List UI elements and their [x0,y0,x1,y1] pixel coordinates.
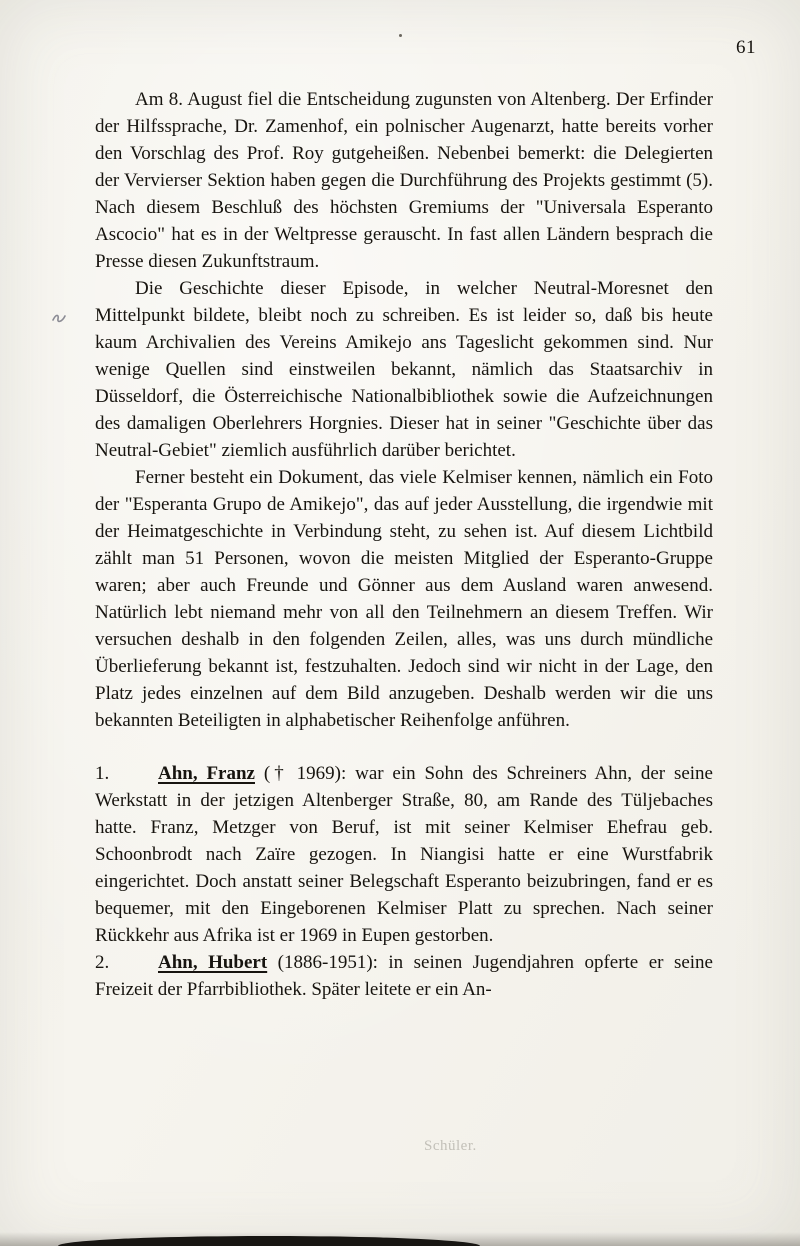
margin-pencil-mark-icon [50,306,68,331]
paragraph-3: Ferner besteht ein Dokument, das viele Kelmiser kennen, nämlich ein Foto der "Esperanta Grupo de Amikejo", das auf jeder Ausstellung, die irgendwie mit der Heimatgeschichte in Verbindung steht, zu sehen ist. Auf diesem Lichtbild zählt man 51 Personen, wovon die meisten Mitglied der Esperanto-Gruppe waren; aber auch Freunde und Gönner aus dem Ausland waren anwesend. Natürlich lebt niemand mehr von all den Teilnehmern an diesem Treffen. Wir versuchen deshalb in den folgenden Zeilen, alles, was uns durch mündliche Überlieferung bekannt ist, festzuhalten. Jedoch sind wir nicht in der Lage, den Platz jedes einzelnen auf dem Bild anzugeben. Deshalb werden wir die uns bekannten Beteiligten in alphabetischer Reihenfolge anführen. [95,467,713,731]
paragraph-2: Die Geschichte dieser Episode, in welcher Neutral-Moresnet den Mittelpunkt bildete, bleibt noch zu schreiben. Es ist leider so, daß bis heute kaum Archivalien des Vereins Amikejo ans Tageslicht gekommen sind. Nur wenige Quellen sind einstweilen bekannt, nämlich das Staatsarchiv in Düsseldorf, die Österreichische Nationalbibliothek sowie die Aufzeichnungen des damaligen Oberlehrers Horgnies. Dieser hat in seiner "Geschichte über das Neutral-Gebiet" ziemlich ausführlich darüber berichtet. [95,278,713,461]
list-item-text: (1886-1951): in seinen Jugendjahren opferte er seine Freizeit der Pfarrbibliothek. Später leitete er ein An- [95,952,713,1000]
scan-speck [399,34,402,37]
paragraph-1: Am 8. August fiel die Entscheidung zugunsten von Altenberg. Der Erfinder der Hilfssprache, Dr. Zamenhof, ein polnischer Augenarzt, hatte bereits vorher den Vorschlag des Prof. Roy gutgeheißen. Nebenbei bemerkt: die Delegierten der Vervierser Sektion haben gegen die Durchführung des Projekts gestimmt (5). Nach diesem Beschluß des höchsten Gremiums der "Universala Esperanto Ascocio" hat es in der Weltpresse gerauscht. In fast allen Ländern besprach die Presse diesen Zukunftstraum. [95,89,713,272]
page-number: 61 [736,37,756,58]
list-item-name: Ahn, Franz [158,763,255,784]
showthrough-text: Schüler. [424,1138,477,1154]
list-item-number: 1. [95,763,110,784]
list-item-1 [95,760,713,949]
list-item-text: († 1969): war ein Sohn des Schreiners Ahn, der seine Werkstatt in der jetzigen Altenberger Straße, 80, am Rande des Tüljebaches hatte. Franz, Metzger von Beruf, ist mit seiner Kelmiser Ehefrau geb. Schoonbrodt nach Zaïre gezogen. In Niangisi hatte er eine Wurstfabrik eingerichtet. Doch anstatt seiner Belegschaft Esperanto beizubringen, fand er es bequemer, mit den Eingeborenen Kelmiser Platt zu sprechen. Nach seiner Rückkehr aus Afrika ist er 1969 in Eupen gestorben. [95,763,713,946]
alphabetical-list [95,760,713,1003]
list-item-2 [95,949,713,1003]
list-item-number: 2. [95,952,110,973]
list-item-name: Ahn, Hubert [158,952,268,973]
text-block [95,86,713,1003]
